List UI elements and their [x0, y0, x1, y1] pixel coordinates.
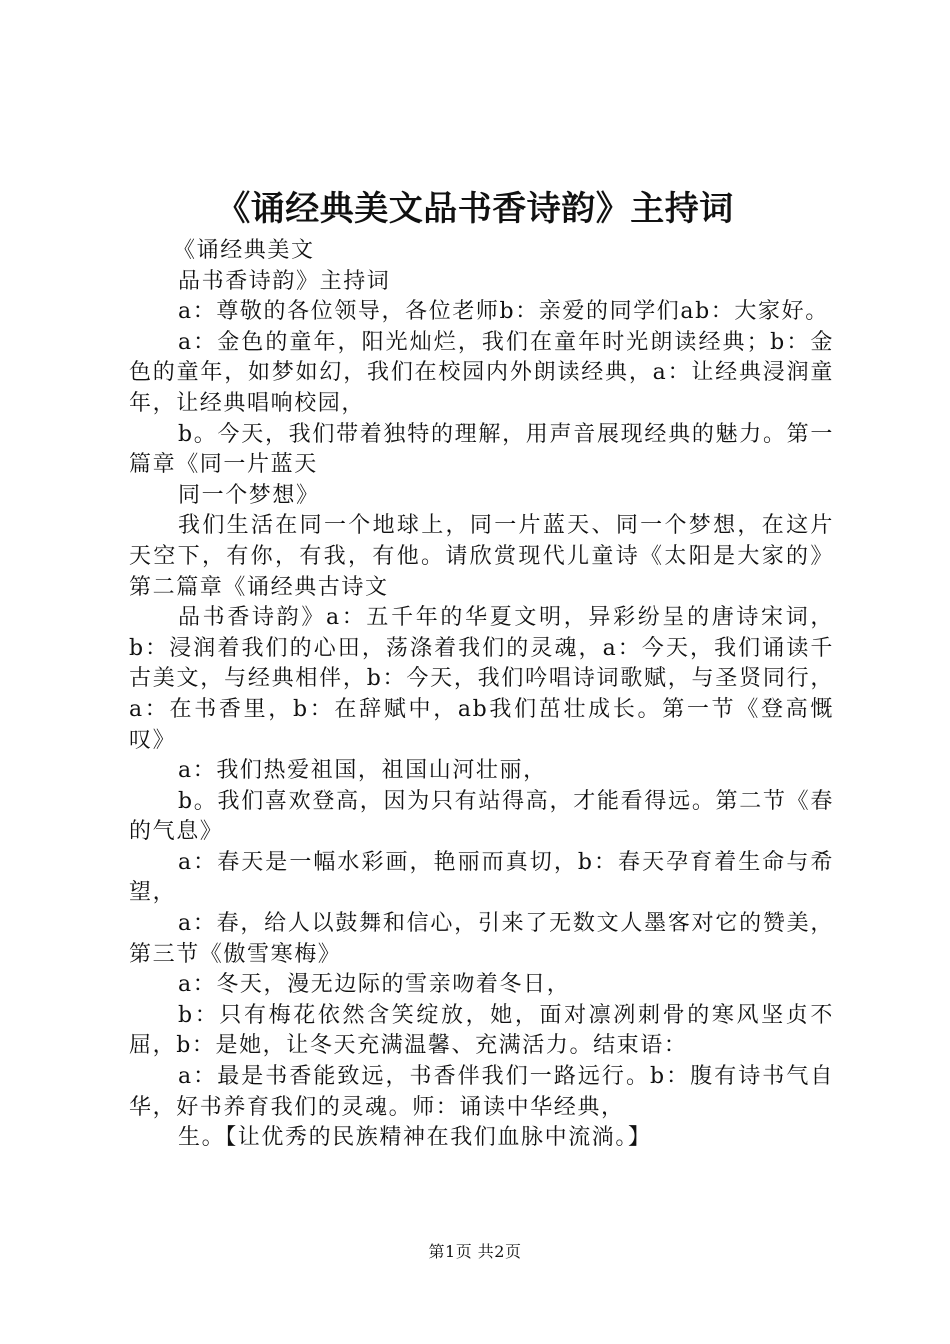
document-body: [129, 236, 834, 1154]
paragraph: a：冬天，漫无边际的雪亲吻着冬日，: [178, 972, 571, 998]
paragraph: b：只有梅花依然含笑绽放，她，面对凛冽刺骨的寒风坚贞不屈，b：是她，让冬天充满温馨、充满活力。结束语：: [129, 1002, 834, 1059]
paragraph: a：金色的童年，阳光灿烂，我们在童年时光朗读经典；b：金色的童年，如梦如幻，我们在校园内外朗读经典，a：让经典浸润童年，让经典唱响校园，: [129, 329, 834, 416]
paragraph: 《诵经典美文: [173, 238, 315, 263]
paragraph: b。今天，我们带着独特的理解，用声音展现经典的魅力。第一篇章《同一片蓝天: [129, 421, 834, 478]
paragraph: a：春天是一幅水彩画，艳丽而真切，b：春天孕育着生命与希望，: [129, 849, 834, 906]
paragraph: 品书香诗韵》a：五千年的华夏文明，异彩纷呈的唐诗宋词，b：浸润着我们的心田，荡涤着我们的灵魂，a：今天，我们诵读千古美文，与经典相伴，b：今天，我们吟唱诗词歌赋，与圣贤同行，a：在书香里，b：在辞赋中，ab我们茁壮成长。第一节《登高慨叹》: [129, 605, 834, 753]
paragraph: b。我们喜欢登高，因为只有站得高，才能看得远。第二节《春的气息》: [129, 788, 834, 845]
page-footer: 第1页 共2页: [428, 1242, 522, 1261]
document-title: 《诵经典美文品书香诗韵》主持词: [216, 189, 734, 229]
paragraph: 生。【让优秀的民族精神在我们血脉中流淌。】: [178, 1125, 652, 1151]
paragraph: 品书香诗韵》主持词: [178, 268, 391, 294]
paragraph: a：尊敬的各位领导，各位老师b：亲爱的同学们ab：大家好。: [178, 299, 829, 325]
paragraph: 我们生活在同一个地球上，同一片蓝天、同一个梦想，在这片天空下，有你，有我，有他。请欣赏现代儿童诗《太阳是大家的》第二篇章《诵经典古诗文: [129, 513, 834, 600]
paragraph: a：我们热爱祖国，祖国山河壮丽，: [178, 758, 547, 784]
paragraph: a：最是书香能致远，书香伴我们一路远行。b：腹有诗书气自华，好书养育我们的灵魂。师：诵读中华经典，: [129, 1064, 834, 1120]
paragraph: 同一个梦想》: [178, 482, 320, 508]
paragraph: a：春，给人以鼓舞和信心，引来了无数文人墨客对它的赞美，第三节《傲雪寒梅》: [129, 911, 834, 967]
